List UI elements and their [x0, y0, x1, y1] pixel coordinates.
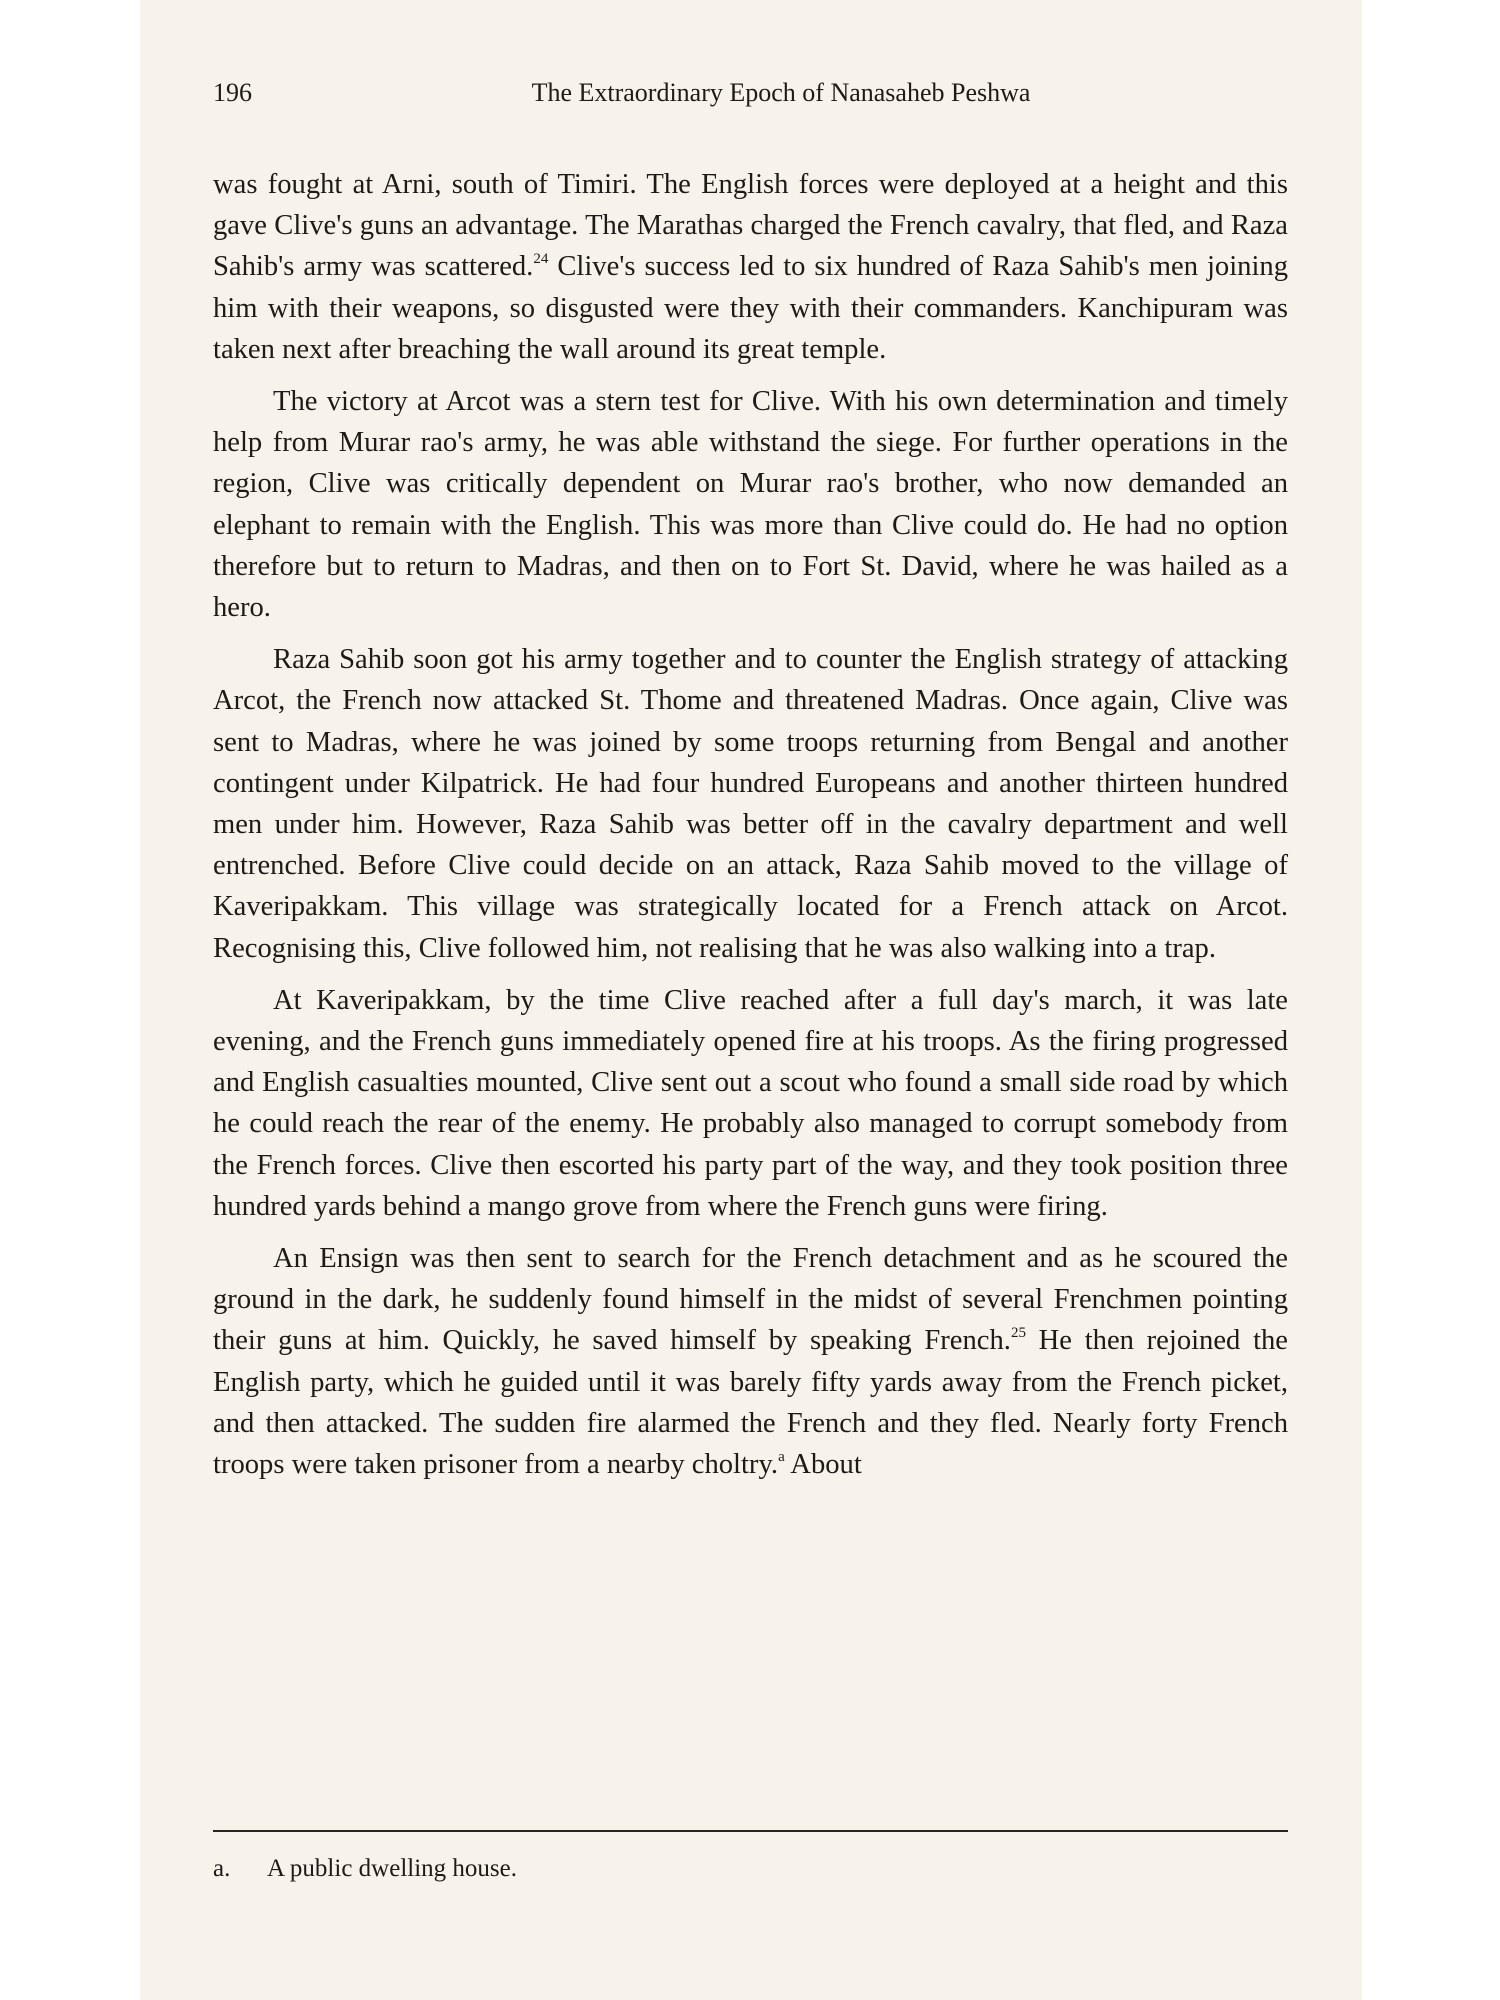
paragraph-2 — [213, 381, 1288, 628]
footnote-marker: a. — [213, 1855, 231, 1882]
paragraph-1 — [213, 164, 1288, 370]
paragraph-1-text-b: Clive's success led to six hundred of Raza Sahib's men joining him with their weapons, so disgusted were they with their commanders. Kanchipuram was taken next after breaching the wall around its great temple. — [213, 251, 1289, 365]
running-header — [213, 74, 1289, 114]
paragraph-5-text-a: An Ensign was then sent to search for the French detachment and as he scoured the ground in the dark, he suddenly found himself in the midst of several Frenchmen pointing their guns at him. Quickly, he saved himself by speaking French. — [213, 1243, 1288, 1357]
page-number: 196 — [213, 78, 252, 107]
paragraph-4 — [213, 980, 1288, 1227]
paragraph-5-text-c: About — [784, 1449, 862, 1481]
paragraph-3 — [213, 639, 1288, 969]
running-title: The Extraordinary Epoch of Nanasaheb Peshwa — [531, 78, 1031, 107]
footnote-ref-24: 24 — [533, 251, 549, 268]
paragraph-5-text-b: He then rejoined the English party, which he guided until it was barely fifty yards away from the French picket, and then attacked. The sudden fire alarmed the French and they fled. Nearly forty French troops were taken prisoner from a nearby choltry. — [213, 1325, 1288, 1481]
footnote-ref-a: a — [778, 1449, 785, 1466]
paragraph-1-text-a: was fought at Arni, south of Timiri. The English forces were deployed at a height and this gave Clive's guns an advantage. The Marathas charged the French cavalry, that fled, and Raza Sahib's army was scattered. — [213, 169, 1288, 283]
book-page — [140, 0, 1362, 2000]
footnote-divider — [213, 1830, 1288, 1832]
footnote-ref-25: 25 — [1010, 1325, 1026, 1342]
body-text — [213, 164, 1288, 1496]
footnote — [213, 1852, 517, 1886]
paragraph-3-text: Raza Sahib soon got his army together and to counter the English strategy of attacking Arcot, the French now attacked St. Thome and threatened Madras. Once again, Clive was sent to Madras, where he was joined by some troops returning from Bengal and another contingent under Kilpatrick. He had four hundred Europeans and another thirteen hundred men under him. However, Raza Sahib was better off in the cavalry department and well entrenched. Before Clive could decide on an attack, Raza Sahib moved to the village of Kaveripakkam. This village was strategically located for a French attack on Arcot. Recognising this, Clive followed him, not realising that he was also walking into a trap. — [213, 644, 1288, 964]
paragraph-4-text: At Kaveripakkam, by the time Clive reached after a full day's march, it was late evening, and the French guns immediately opened fire at his troops. As the firing progressed and English casualties mounted, Clive sent out a scout who found a small side road by which he could reach the rear of the enemy. He probably also managed to corrupt somebody from the French forces. Clive then escorted his party part of the way, and they took position three hundred yards behind a mango grove from where the French guns were firing. — [213, 984, 1288, 1222]
paragraph-2-text: The victory at Arcot was a stern test for Clive. With his own determination and timely help from Murar rao's army, he was able withstand the siege. For further operations in the region, Clive was critically dependent on Murar rao's brother, who now demanded an elephant to remain with the English. This was more than Clive could do. He had no option therefore but to return to Madras, and then on to Fort St. David, where he was hailed as a hero. — [213, 386, 1288, 624]
footnote-text: A public dwelling house. — [267, 1855, 517, 1882]
paragraph-5 — [213, 1238, 1288, 1485]
